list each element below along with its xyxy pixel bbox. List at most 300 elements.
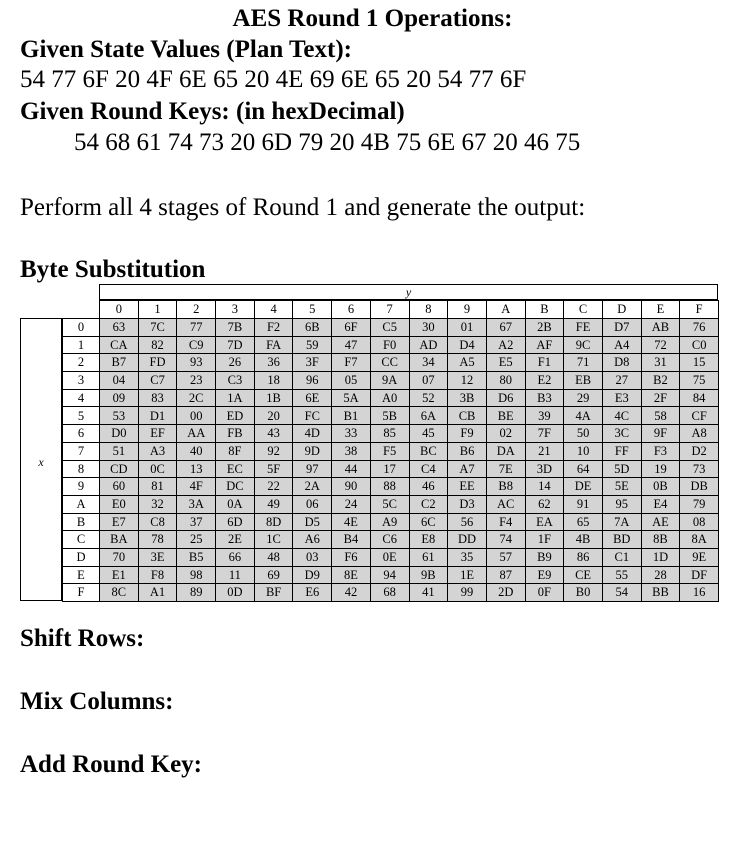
page-title: AES Round 1 Operations: [232,5,513,32]
sbox-cell: 11 [215,566,255,585]
sbox-cell: CC [370,353,410,372]
sbox-col-header: 0 [99,300,139,319]
sbox-col-header: 3 [215,300,255,319]
sbox-cell: 65 [563,513,603,532]
sbox-cell: AD [409,336,449,355]
sbox-cell: CE [563,566,603,585]
sbox-cell: B2 [641,371,681,390]
sbox-cell: DA [486,442,526,461]
sbox-cell: BB [641,583,681,602]
sbox-cell: 6B [292,318,332,337]
sbox-cell: D5 [292,513,332,532]
sbox-cell: 6C [409,513,449,532]
sbox-cell: 09 [99,389,139,408]
sbox-cell: 7E [486,460,526,479]
sbox-cell: D9 [292,566,332,585]
sbox-table [20,284,718,601]
sbox-col-header: A [486,300,526,319]
sbox-cell: 21 [525,442,565,461]
sbox-cell: D8 [602,353,642,372]
sbox-cell: 39 [525,406,565,425]
sbox-cell: E6 [292,583,332,602]
sbox-cell: DD [447,530,487,549]
sbox-cell: A5 [447,353,487,372]
sbox-cell: 5F [254,460,294,479]
sbox-cell: 77 [176,318,216,337]
sbox-row-header: D [62,548,100,567]
sbox-cell: 02 [486,424,526,443]
sbox-cell: 8F [215,442,255,461]
sbox-cell: E1 [99,566,139,585]
sbox-cell: EE [447,477,487,496]
sbox-cell: 62 [525,495,565,514]
sbox-cell: AB [641,318,681,337]
sbox-cell: 43 [254,424,294,443]
sbox-cell: 7C [138,318,178,337]
sbox-cell: 5E [602,477,642,496]
sbox-cell: C1 [602,548,642,567]
sbox-cell: 1D [641,548,681,567]
sbox-cell: 58 [641,406,681,425]
sbox-cell: 32 [138,495,178,514]
sbox-cell: 2C [176,389,216,408]
sbox-cell: CF [679,406,719,425]
sbox-cell: 46 [409,477,449,496]
sbox-cell: A2 [486,336,526,355]
sbox-cell: 47 [331,336,371,355]
sbox-cell: F5 [370,442,410,461]
sbox-cell: 76 [679,318,719,337]
sbox-cell: 2A [292,477,332,496]
sbox-cell: E9 [525,566,565,585]
sbox-cell: 49 [254,495,294,514]
sbox-cell: 04 [99,371,139,390]
sbox-cell: 1F [525,530,565,549]
sbox-cell: 52 [409,389,449,408]
sbox-cell: 30 [409,318,449,337]
sbox-cell: E4 [641,495,681,514]
sbox-cell: 53 [99,406,139,425]
sbox-cell: 07 [409,371,449,390]
sbox-cell: 88 [370,477,410,496]
sbox-cell: AA [176,424,216,443]
sbox-cell: 34 [409,353,449,372]
sbox-cell: 72 [641,336,681,355]
sbox-col-header: E [641,300,681,319]
sbox-cell: 87 [486,566,526,585]
sbox-row-header: 7 [62,442,100,461]
sbox-cell: ED [215,406,255,425]
add-round-key-heading: Add Round Key: [20,751,202,778]
sbox-cell: 90 [331,477,371,496]
sbox-cell: 93 [176,353,216,372]
sbox-cell: 08 [679,513,719,532]
sbox-cell: 94 [370,566,410,585]
sbox-cell: 8A [679,530,719,549]
sbox-cell: 26 [215,353,255,372]
sbox-cell: 91 [563,495,603,514]
sbox-cell: 5B [370,406,410,425]
sbox-cell: 20 [254,406,294,425]
sbox-cell: A9 [370,513,410,532]
sbox-cell: 28 [641,566,681,585]
sbox-cell: B5 [176,548,216,567]
sbox-col-header: 4 [254,300,294,319]
sbox-cell: BF [254,583,294,602]
sbox-cell: 4D [292,424,332,443]
sbox-cell: 3B [447,389,487,408]
sbox-cell: D6 [486,389,526,408]
sbox-col-header: 8 [409,300,449,319]
sbox-row-header: 8 [62,460,100,479]
sbox-cell: F6 [331,548,371,567]
sbox-cell: 50 [563,424,603,443]
sbox-cell: 1A [215,389,255,408]
sbox-cell: A0 [370,389,410,408]
sbox-cell: 42 [331,583,371,602]
sbox-row-header: F [62,583,100,602]
sbox-cell: 45 [409,424,449,443]
sbox-row-header: B [62,513,100,532]
sbox-cell: BC [409,442,449,461]
sbox-cell: D7 [602,318,642,337]
sbox-cell: C5 [370,318,410,337]
sbox-cell: DF [679,566,719,585]
shift-rows-heading: Shift Rows: [20,625,145,652]
sbox-cell: 3C [602,424,642,443]
sbox-cell: 16 [679,583,719,602]
sbox-cell: 14 [525,477,565,496]
sbox-cell: CB [447,406,487,425]
sbox-cell: 06 [292,495,332,514]
sbox-cell: E5 [486,353,526,372]
sbox-cell: 35 [447,548,487,567]
sbox-cell: 54 [602,583,642,602]
sbox-cell: C0 [679,336,719,355]
mix-columns-heading: Mix Columns: [20,688,174,715]
sbox-cell: A7 [447,460,487,479]
sbox-cell: B1 [331,406,371,425]
sbox-cell: A8 [679,424,719,443]
sbox-cell: AC [486,495,526,514]
sbox-cell: 84 [679,389,719,408]
sbox-cell: 3A [176,495,216,514]
sbox-col-header: 2 [176,300,216,319]
sbox-cell: BA [99,530,139,549]
sbox-cell: C7 [138,371,178,390]
sbox-cell: 27 [602,371,642,390]
sbox-col-header: 1 [138,300,178,319]
sbox-cell: 75 [679,371,719,390]
sbox-cell: 0D [215,583,255,602]
sbox-cell: 8D [254,513,294,532]
sbox-cell: 19 [641,460,681,479]
sbox-cell: 2B [525,318,565,337]
sbox-cell: 63 [99,318,139,337]
sbox-cell: A1 [138,583,178,602]
sbox-cell: 44 [331,460,371,479]
sbox-row-header: 5 [62,406,100,425]
sbox-col-header: 5 [292,300,332,319]
sbox-cell: 33 [331,424,371,443]
sbox-cell: 9A [370,371,410,390]
sbox-cell: C3 [215,371,255,390]
sbox-row-header: 1 [62,336,100,355]
sbox-cell: 61 [409,548,449,567]
sbox-row-header: 4 [62,389,100,408]
sbox-col-header: F [679,300,719,319]
sbox-cell: F8 [138,566,178,585]
sbox-cell: 80 [486,371,526,390]
state-values-heading: Given State Values (Plan Text): [20,36,352,63]
byte-substitution-heading: Byte Substitution [20,256,206,283]
sbox-row-header: E [62,566,100,585]
sbox-cell: DC [215,477,255,496]
sbox-cell: AE [641,513,681,532]
sbox-cell: 7A [602,513,642,532]
instruction-text: Perform all 4 stages of Round 1 and generate the output: [20,194,586,221]
sbox-cell: 24 [331,495,371,514]
sbox-cell: 0A [215,495,255,514]
sbox-cell: 81 [138,477,178,496]
sbox-cell: 23 [176,371,216,390]
sbox-cell: 6D [215,513,255,532]
sbox-cell: A3 [138,442,178,461]
sbox-cell: 9F [641,424,681,443]
sbox-cell: 7D [215,336,255,355]
sbox-cell: 71 [563,353,603,372]
sbox-cell: F7 [331,353,371,372]
sbox-cell: 00 [176,406,216,425]
sbox-cell: 8B [641,530,681,549]
sbox-cell: 64 [563,460,603,479]
sbox-cell: EC [215,460,255,479]
sbox-cell: D3 [447,495,487,514]
sbox-col-header: 9 [447,300,487,319]
sbox-cell: 31 [641,353,681,372]
sbox-row-header: 6 [62,424,100,443]
sbox-row-header: A [62,495,100,514]
sbox-cell: D2 [679,442,719,461]
sbox-cell: 79 [679,495,719,514]
sbox-cell: 95 [602,495,642,514]
sbox-cell: FF [602,442,642,461]
sbox-cell: 67 [486,318,526,337]
sbox-cell: 51 [99,442,139,461]
sbox-cell: 41 [409,583,449,602]
sbox-cell: D1 [138,406,178,425]
sbox-cell: 0B [641,477,681,496]
sbox-cell: 9C [563,336,603,355]
sbox-cell: 69 [254,566,294,585]
sbox-cell: 2F [641,389,681,408]
sbox-cell: 5D [602,460,642,479]
sbox-cell: 78 [138,530,178,549]
sbox-col-header: C [563,300,603,319]
sbox-cell: C9 [176,336,216,355]
sbox-col-header: B [525,300,565,319]
sbox-cell: CD [99,460,139,479]
sbox-cell: BE [486,406,526,425]
sbox-cell: 37 [176,513,216,532]
sbox-cell: BD [602,530,642,549]
sbox-cell: 96 [292,371,332,390]
sbox-cell: 4F [176,477,216,496]
sbox-cell: 97 [292,460,332,479]
sbox-cell: F9 [447,424,487,443]
round-keys-text: 54 68 61 74 73 20 6D 79 20 4B 75 6E 67 20 46 75 [74,129,581,156]
sbox-cell: 9D [292,442,332,461]
sbox-cell: FD [138,353,178,372]
sbox-cell: 55 [602,566,642,585]
sbox-cell: 1C [254,530,294,549]
sbox-x-axis-text: x [38,455,44,469]
sbox-y-axis-label: y [99,284,718,300]
sbox-cell: 5C [370,495,410,514]
sbox-cell: 60 [99,477,139,496]
sbox-cell: FC [292,406,332,425]
sbox-cell: 4B [563,530,603,549]
sbox-cell: 40 [176,442,216,461]
sbox-cell: DB [679,477,719,496]
sbox-cell: 85 [370,424,410,443]
sbox-x-axis-label [20,318,62,601]
sbox-cell: 7B [215,318,255,337]
sbox-cell: 7F [525,424,565,443]
sbox-cell: E7 [99,513,139,532]
sbox-cell: 0F [525,583,565,602]
sbox-cell: F3 [641,442,681,461]
sbox-row-header: 3 [62,371,100,390]
sbox-cell: 57 [486,548,526,567]
sbox-cell: 2D [486,583,526,602]
sbox-cell: FE [563,318,603,337]
sbox-cell: 4A [563,406,603,425]
sbox-cell: 01 [447,318,487,337]
sbox-cell: 82 [138,336,178,355]
sbox-cell: 83 [138,389,178,408]
sbox-cell: 4E [331,513,371,532]
sbox-cell: B3 [525,389,565,408]
sbox-cell: 22 [254,477,294,496]
sbox-cell: 3D [525,460,565,479]
sbox-cell: 9B [409,566,449,585]
sbox-cell: 8E [331,566,371,585]
sbox-cell: B9 [525,548,565,567]
sbox-cell: DE [563,477,603,496]
sbox-cell: 25 [176,530,216,549]
sbox-row-header: 2 [62,353,100,372]
sbox-cell: A6 [292,530,332,549]
sbox-cell: 0E [370,548,410,567]
sbox-cell: 89 [176,583,216,602]
sbox-cell: 03 [292,548,332,567]
sbox-col-header: D [602,300,642,319]
sbox-cell: 1E [447,566,487,585]
sbox-cell: 13 [176,460,216,479]
sbox-cell: E0 [99,495,139,514]
sbox-cell: E3 [602,389,642,408]
sbox-cell: 2E [215,530,255,549]
sbox-cell: F0 [370,336,410,355]
sbox-cell: 66 [215,548,255,567]
sbox-cell: 10 [563,442,603,461]
sbox-cell: 68 [370,583,410,602]
sbox-row-header: 9 [62,477,100,496]
sbox-cell: FA [254,336,294,355]
sbox-cell: 59 [292,336,332,355]
sbox-cell: 36 [254,353,294,372]
sbox-cell: 17 [370,460,410,479]
sbox-row-header: 0 [62,318,100,337]
sbox-cell: E2 [525,371,565,390]
sbox-cell: 70 [99,548,139,567]
sbox-cell: C4 [409,460,449,479]
sbox-cell: D0 [99,424,139,443]
sbox-col-header: 7 [370,300,410,319]
sbox-cell: B4 [331,530,371,549]
sbox-cell: 29 [563,389,603,408]
sbox-cell: 86 [563,548,603,567]
sbox-cell: 1B [254,389,294,408]
sbox-cell: 6F [331,318,371,337]
round-keys-heading: Given Round Keys: (in hexDecimal) [20,98,405,125]
sbox-cell: A4 [602,336,642,355]
sbox-cell: EF [138,424,178,443]
sbox-cell: AF [525,336,565,355]
sbox-cell: 74 [486,530,526,549]
sbox-cell: 56 [447,513,487,532]
sbox-cell: C8 [138,513,178,532]
sbox-row-header: C [62,530,100,549]
sbox-cell: 73 [679,460,719,479]
sbox-cell: D4 [447,336,487,355]
sbox-cell: C2 [409,495,449,514]
sbox-cell: 6E [292,389,332,408]
sbox-cell: 0C [138,460,178,479]
sbox-cell: 3E [138,548,178,567]
sbox-cell: FB [215,424,255,443]
sbox-cell: F2 [254,318,294,337]
sbox-cell: 92 [254,442,294,461]
sbox-cell: C6 [370,530,410,549]
sbox-cell: EB [563,371,603,390]
sbox-cell: B7 [99,353,139,372]
sbox-cell: 6A [409,406,449,425]
sbox-cell: 9E [679,548,719,567]
sbox-cell: F1 [525,353,565,372]
sbox-cell: 8C [99,583,139,602]
sbox-cell: 15 [679,353,719,372]
sbox-cell: 98 [176,566,216,585]
sbox-cell: F4 [486,513,526,532]
sbox-col-header: 6 [331,300,371,319]
sbox-cell: 4C [602,406,642,425]
sbox-cell: EA [525,513,565,532]
sbox-cell: 05 [331,371,371,390]
sbox-cell: 18 [254,371,294,390]
sbox-cell: 5A [331,389,371,408]
sbox-cell: 12 [447,371,487,390]
sbox-cell: B8 [486,477,526,496]
sbox-cell: CA [99,336,139,355]
sbox-cell: B0 [563,583,603,602]
sbox-cell: 38 [331,442,371,461]
sbox-cell: 48 [254,548,294,567]
sbox-cell: B6 [447,442,487,461]
sbox-cell: E8 [409,530,449,549]
sbox-cell: 3F [292,353,332,372]
